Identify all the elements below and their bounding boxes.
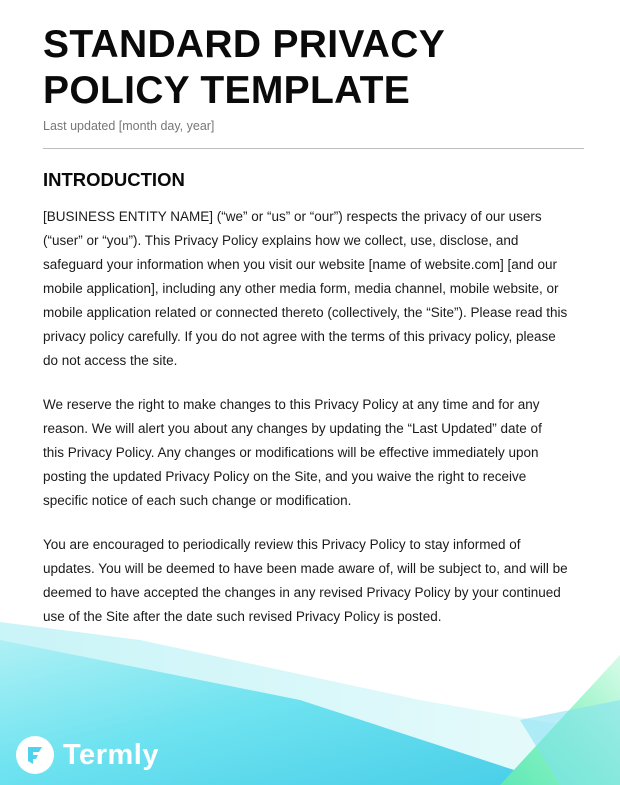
page-title xyxy=(43,22,588,114)
privacy-policy-document xyxy=(43,22,588,629)
termly-logo-icon xyxy=(16,736,54,774)
intro-paragraph-3: You are encouraged to periodically review this Privacy Policy to stay informed of updates. You will be deemed to have been made aware of, will be subject to, and will be deemed to have accepted the changes in any revised Privacy Policy by your continued use of the Site after the date such revised Privacy Policy is posted. xyxy=(43,537,568,624)
last-updated-text: Last updated [month day, year] xyxy=(43,119,215,133)
intro-paragraph-1: [BUSINESS ENTITY NAME] (“we” or “us” or “our”) respects the privacy of our users (“user” or “you”). This Privacy Policy explains how we collect, use, disclose, and safeguard your information when you visit our website [name of website.com] [and our mobile application], including any other media form, media channel, mobile website, or mobile application related or connected thereto (collectively, the “Site”). Please read this privacy policy carefully. If you do not agree with the terms of this privacy policy, please do not access the site. xyxy=(43,209,568,368)
termly-brand[interactable] xyxy=(16,734,159,776)
divider xyxy=(43,148,584,149)
title-line-2: POLICY TEMPLATE xyxy=(43,69,411,112)
intro-paragraph-2: We reserve the right to make changes to this Privacy Policy at any time and for any reason. We will alert you about any changes by updating the “Last Updated” date of this Privacy Policy. Any changes or modifications will be effective immediately upon posting the updated Privacy Policy on the Site, and you waive the right to receive specific notice of each such change or modification. xyxy=(43,397,542,508)
title-line-1: STANDARD PRIVACY xyxy=(43,23,446,66)
brand-name: Termly xyxy=(63,738,159,771)
section-heading-introduction: INTRODUCTION xyxy=(43,169,185,190)
